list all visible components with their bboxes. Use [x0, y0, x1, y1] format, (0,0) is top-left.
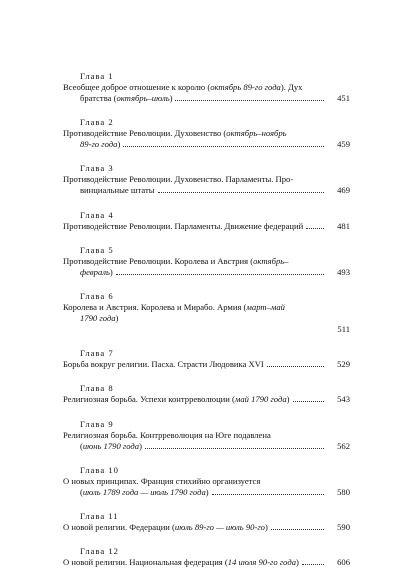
chapter-title-continuation: братства (октябрь–июль) 451	[80, 93, 350, 103]
page-number: 451	[337, 93, 350, 103]
page-number: 590	[337, 521, 350, 532]
chapter-heading: Глава 8	[80, 383, 114, 394]
chapter-title-line: Противодействие Революции. Королева и Австрия (октябрь–	[63, 255, 289, 266]
chapter-title-line: О новой религии. Федерации (июль 89-го — июль 90-го) 590	[63, 521, 350, 532]
chapter-title-line: Религиозная борьба. Успехи контрреволюции (май 1790 года) 543	[63, 394, 350, 405]
toc-entry-7[interactable]	[63, 348, 350, 370]
page-number: 481	[337, 220, 350, 231]
dot-leader	[123, 146, 324, 147]
chapter-heading: Глава 5	[80, 244, 114, 255]
chapter-heading: Глава 11	[80, 510, 119, 521]
toc-entry-4[interactable]	[63, 210, 350, 232]
chapter-title-continuation: (июнь 1790 года) 562	[80, 440, 350, 451]
chapter-title-continuation: винциальные штаты 469	[80, 185, 350, 196]
chapter-heading: Глава 10	[80, 464, 119, 475]
chapter-heading: Глава 12	[80, 546, 119, 557]
page-number: 511	[337, 323, 350, 334]
chapter-heading: Глава 4	[80, 209, 114, 220]
page-number: 562	[337, 440, 350, 451]
toc-entry-6[interactable]	[63, 291, 350, 335]
toc-entry-11[interactable]	[63, 511, 350, 533]
chapter-title-line: Королева и Австрия. Королева и Мирабо. Армия (март–май	[63, 301, 285, 312]
page-number-row	[63, 324, 350, 335]
chapter-title-line: О новых принципах. Франция стихийно организуется	[63, 475, 261, 486]
chapter-heading: Глава 6	[80, 290, 114, 301]
chapter-title-continuation: февраль) 493	[80, 266, 350, 277]
chapter-title-line: Противодействие Революции. Духовенство (октябрь–ноябрь	[63, 128, 287, 139]
chapter-title-continuation: 1790 года)	[80, 312, 119, 323]
chapter-title-line: Всеобщее доброе отношение к королю (октябрь 89-го года). Дух	[63, 82, 303, 92]
toc-entry-9[interactable]	[63, 419, 350, 452]
page-number: 529	[337, 359, 350, 370]
chapter-heading: Глава 7	[80, 348, 114, 359]
toc-entry-10[interactable]	[63, 465, 350, 498]
chapter-title-line: Противодействие Революции. Парламенты. Движение федераций 481	[63, 220, 350, 231]
page-number: 469	[337, 185, 350, 196]
dot-leader	[271, 529, 324, 530]
chapter-title-continuation: 89-го года) 459	[80, 139, 350, 150]
dot-leader	[267, 366, 324, 367]
page-number: 580	[337, 486, 350, 497]
chapter-heading: Глава 1	[80, 71, 114, 81]
chapter-title-continuation: (июль 1789 года — июль 1790 года) 580	[80, 486, 350, 497]
dot-leader	[175, 100, 324, 101]
dot-leader	[116, 274, 324, 275]
toc-entry-1[interactable]	[63, 71, 350, 104]
page-number: 459	[337, 139, 350, 150]
dot-leader	[306, 228, 324, 229]
toc-entry-5[interactable]	[63, 245, 350, 278]
page-number: 606	[337, 557, 350, 568]
chapter-heading: Глава 2	[80, 117, 114, 128]
chapter-title-line: Борьба вокруг религии. Пасха. Страсти Людовика XVI 529	[63, 359, 350, 370]
toc-entry-3[interactable]	[63, 163, 350, 196]
page-number: 493	[337, 266, 350, 277]
dot-leader	[293, 401, 324, 402]
chapter-title-line: Религиозная борьба. Контрреволюция на Юге подавлена	[63, 429, 271, 440]
dot-leader	[212, 494, 324, 495]
chapter-heading: Глава 3	[80, 163, 114, 174]
table-of-contents	[63, 71, 350, 581]
chapter-title-line: Противодействие Революции. Духовенство. Парламенты. Про-	[63, 174, 294, 185]
chapter-title-line: О новой религии. Национальная федерация (14 июля 90-го года) 606	[63, 557, 350, 568]
toc-entry-8[interactable]	[63, 383, 350, 405]
dot-leader	[145, 448, 324, 449]
chapter-heading: Глава 9	[80, 418, 114, 429]
dot-leader	[158, 192, 325, 193]
page-number: 543	[337, 394, 350, 405]
toc-entry-2[interactable]	[63, 117, 350, 150]
